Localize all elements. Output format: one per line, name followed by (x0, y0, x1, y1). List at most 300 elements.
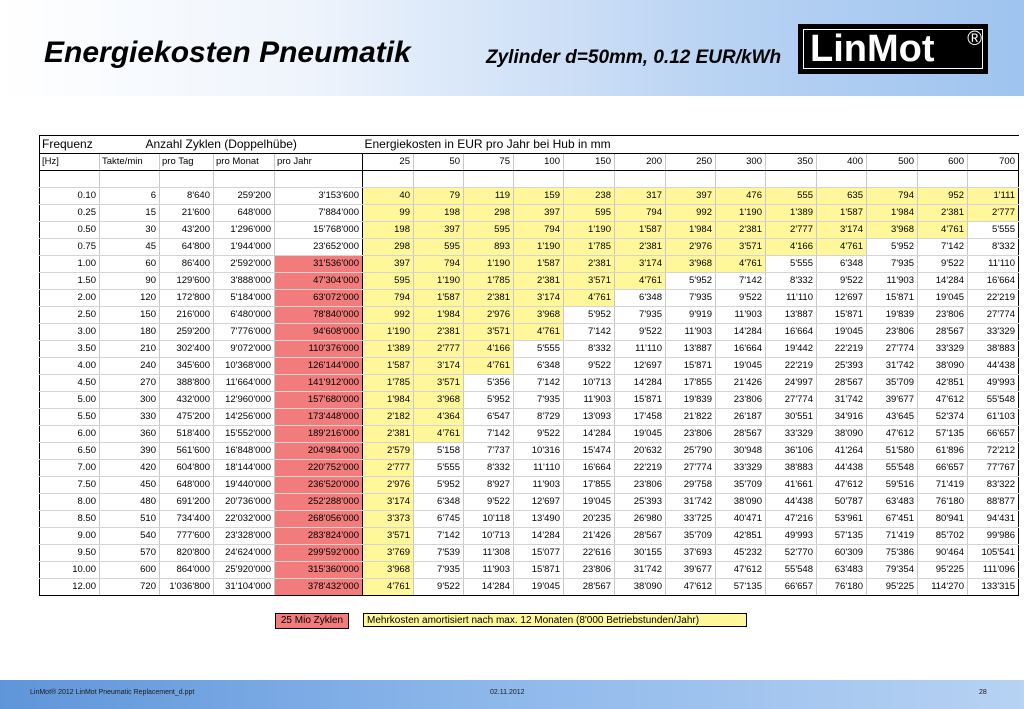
cost-cell: 7'142 (514, 375, 564, 392)
table-row (40, 528, 1019, 545)
cell-tag: 259'200 (160, 324, 214, 341)
cell-takte: 480 (100, 494, 160, 511)
cost-cell: 61'103 (968, 409, 1019, 426)
cost-cell: 794 (363, 290, 414, 307)
cell-jahr: 63'072'000 (275, 290, 363, 307)
cost-cell: 2'976 (464, 307, 514, 324)
cell-tag: 86'400 (160, 256, 214, 273)
cost-cell: 85'702 (918, 528, 968, 545)
table-row (40, 307, 1019, 324)
cost-cell: 298 (464, 205, 514, 222)
cost-cell: 5'356 (464, 375, 514, 392)
cost-cell: 8'332 (464, 460, 514, 477)
cell-hz: 3.50 (40, 341, 100, 358)
cost-cell: 3'968 (867, 222, 918, 239)
cost-cell: 13'887 (666, 341, 716, 358)
cell-monat: 31'104'000 (214, 579, 275, 596)
blank-cell (363, 171, 414, 188)
stroke-header-cell: 700 (968, 154, 1019, 171)
cell-monat: 18'144'000 (214, 460, 275, 477)
cell-takte: 30 (100, 222, 160, 239)
cost-cell: 2'381 (464, 290, 514, 307)
cost-cell: 19'839 (666, 392, 716, 409)
cost-cell: 3'373 (363, 511, 414, 528)
cost-cell: 6'348 (414, 494, 464, 511)
table-row (40, 443, 1019, 460)
cost-cell: 57'135 (716, 579, 766, 596)
cell-tag: 8'640 (160, 188, 214, 205)
cost-cell: 21'426 (716, 375, 766, 392)
blank-cell (214, 171, 275, 188)
cost-cell: 83'322 (968, 477, 1019, 494)
cost-cell: 79 (414, 188, 464, 205)
cost-cell: 33'329 (918, 341, 968, 358)
table-row (40, 324, 1019, 341)
cost-cell: 11'110 (615, 341, 666, 358)
cost-cell: 72'212 (968, 443, 1019, 460)
cost-cell: 7'935 (615, 307, 666, 324)
cost-cell: 33'329 (968, 324, 1019, 341)
cell-tag: 216'000 (160, 307, 214, 324)
cost-cell: 794 (615, 205, 666, 222)
cost-cell: 15'871 (867, 290, 918, 307)
cost-cell: 30'948 (716, 443, 766, 460)
cost-cell: 14'284 (464, 579, 514, 596)
cost-cell: 8'332 (564, 341, 615, 358)
cost-cell: 31'742 (817, 392, 867, 409)
cost-cell: 4'761 (464, 358, 514, 375)
cell-takte: 540 (100, 528, 160, 545)
cost-cell: 14'284 (514, 528, 564, 545)
cost-cell: 94'431 (968, 511, 1019, 528)
cost-cell: 15'871 (666, 358, 716, 375)
cost-cell: 10'118 (464, 511, 514, 528)
cell-hz: 3.00 (40, 324, 100, 341)
cost-cell: 3'174 (817, 222, 867, 239)
cost-cell: 41'264 (817, 443, 867, 460)
cost-cell: 33'725 (666, 511, 716, 528)
cost-cell: 71'419 (867, 528, 918, 545)
cost-cell: 28'567 (615, 528, 666, 545)
cell-tag: 864'000 (160, 562, 214, 579)
cost-cell: 23'806 (615, 477, 666, 494)
cell-takte: 420 (100, 460, 160, 477)
cost-cell: 3'174 (615, 256, 666, 273)
cost-cell: 5'555 (514, 341, 564, 358)
cost-cell: 3'769 (363, 545, 414, 562)
cost-cell: 47'612 (867, 426, 918, 443)
table-row (40, 273, 1019, 290)
cell-jahr: 157'680'000 (275, 392, 363, 409)
table-row (40, 256, 1019, 273)
cost-cell: 21'822 (666, 409, 716, 426)
stroke-header-cell: 400 (817, 154, 867, 171)
cost-cell: 595 (414, 239, 464, 256)
stroke-header-cell: 25 (363, 154, 414, 171)
cost-cell: 9'522 (564, 358, 615, 375)
cell-jahr: 78'840'000 (275, 307, 363, 324)
cell-takte: 300 (100, 392, 160, 409)
cell-takte: 390 (100, 443, 160, 460)
blank-cell (817, 171, 867, 188)
cost-cell: 71'419 (918, 477, 968, 494)
cell-tag: 518'400 (160, 426, 214, 443)
cost-cell: 397 (363, 256, 414, 273)
cell-tag: 777'600 (160, 528, 214, 545)
cell-takte: 570 (100, 545, 160, 562)
cell-tag: 302'400 (160, 341, 214, 358)
cost-cell: 67'451 (867, 511, 918, 528)
cost-cell: 55'548 (867, 460, 918, 477)
cost-cell: 15'474 (564, 443, 615, 460)
cost-cell: 5'952 (564, 307, 615, 324)
cell-jahr: 283'824'000 (275, 528, 363, 545)
cost-cell: 50'787 (817, 494, 867, 511)
cell-monat: 14'256'000 (214, 409, 275, 426)
cost-cell: 3'571 (363, 528, 414, 545)
cost-cell: 3'174 (514, 290, 564, 307)
subheader-cell: [Hz] (40, 154, 100, 171)
cost-cell: 47'612 (666, 579, 716, 596)
cell-tag: 21'600 (160, 205, 214, 222)
cost-cell: 1'190 (363, 324, 414, 341)
cost-cell: 22'219 (817, 341, 867, 358)
cell-hz: 1.00 (40, 256, 100, 273)
cost-cell: 79'354 (867, 562, 918, 579)
cost-cell: 5'555 (414, 460, 464, 477)
cost-cell: 22'219 (766, 358, 817, 375)
cost-cell: 38'883 (766, 460, 817, 477)
cost-cell: 1'190 (464, 256, 514, 273)
cell-hz: 2.50 (40, 307, 100, 324)
cost-cell: 10'713 (564, 375, 615, 392)
cost-cell: 2'381 (918, 205, 968, 222)
cell-hz: 9.50 (40, 545, 100, 562)
cost-cell: 397 (414, 222, 464, 239)
cell-tag: 475'200 (160, 409, 214, 426)
cost-cell: 28'567 (817, 375, 867, 392)
cell-hz: 0.10 (40, 188, 100, 205)
cost-cell: 992 (363, 307, 414, 324)
cost-cell: 3'968 (363, 562, 414, 579)
cost-cell: 80'941 (918, 511, 968, 528)
cell-monat: 1'296'000 (214, 222, 275, 239)
cost-cell: 47'612 (716, 562, 766, 579)
cost-cell: 5'952 (666, 273, 716, 290)
cost-cell: 1'587 (514, 256, 564, 273)
stroke-header-cell: 150 (564, 154, 615, 171)
cost-cell: 28'567 (918, 324, 968, 341)
table-row (40, 579, 1019, 596)
cost-cell: 2'381 (564, 256, 615, 273)
cost-cell: 38'883 (968, 341, 1019, 358)
cost-cell: 42'851 (918, 375, 968, 392)
cost-cell: 9'522 (716, 290, 766, 307)
cost-cell: 4'761 (817, 239, 867, 256)
cost-cell: 7'935 (414, 562, 464, 579)
cell-hz: 0.25 (40, 205, 100, 222)
cost-cell: 2'381 (615, 239, 666, 256)
cost-cell: 61'896 (918, 443, 968, 460)
cost-cell: 7'142 (716, 273, 766, 290)
cost-cell: 595 (464, 222, 514, 239)
stroke-header-cell: 600 (918, 154, 968, 171)
page-subtitle: Zylinder d=50mm, 0.12 EUR/kWh (486, 47, 782, 68)
cost-cell: 8'332 (968, 239, 1019, 256)
cell-hz: 8.50 (40, 511, 100, 528)
cell-jahr: 315'360'000 (275, 562, 363, 579)
cost-cell: 397 (514, 205, 564, 222)
cost-cell: 198 (363, 222, 414, 239)
cost-cell: 27'774 (867, 341, 918, 358)
cell-jahr: 268'056'000 (275, 511, 363, 528)
cost-cell: 1'785 (564, 239, 615, 256)
subheader-cell: pro Jahr (275, 154, 363, 171)
cell-takte: 330 (100, 409, 160, 426)
cost-cell: 7'737 (464, 443, 514, 460)
blank-cell (968, 171, 1019, 188)
cell-hz: 6.50 (40, 443, 100, 460)
cost-cell: 27'774 (766, 392, 817, 409)
footer-date: 02.11.2012 (490, 689, 525, 696)
cost-cell: 13'490 (514, 511, 564, 528)
cell-takte: 720 (100, 579, 160, 596)
cost-cell: 31'742 (867, 358, 918, 375)
stroke-header-cell: 500 (867, 154, 918, 171)
cell-takte: 450 (100, 477, 160, 494)
cell-hz: 0.50 (40, 222, 100, 239)
table-row (40, 239, 1019, 256)
energy-cost-table (39, 135, 1019, 596)
cost-cell: 4'761 (918, 222, 968, 239)
cost-cell: 105'541 (968, 545, 1019, 562)
stroke-header-cell: 300 (716, 154, 766, 171)
cost-cell: 1'111 (968, 188, 1019, 205)
cost-cell: 11'903 (464, 562, 514, 579)
cost-cell: 27'774 (666, 460, 716, 477)
cost-cell: 1'587 (363, 358, 414, 375)
cost-cell: 5'952 (414, 477, 464, 494)
cell-jahr: 23'652'000 (275, 239, 363, 256)
cell-monat: 20'736'000 (214, 494, 275, 511)
cost-cell: 8'729 (514, 409, 564, 426)
cost-cell: 595 (564, 205, 615, 222)
cost-cell: 26'980 (615, 511, 666, 528)
cell-monat: 3'888'000 (214, 273, 275, 290)
blank-cell (666, 171, 716, 188)
cost-cell: 9'522 (514, 426, 564, 443)
cost-cell: 45'232 (716, 545, 766, 562)
cost-cell: 19'045 (716, 358, 766, 375)
cost-cell: 14'284 (615, 375, 666, 392)
cell-hz: 7.00 (40, 460, 100, 477)
cell-monat: 23'328'000 (214, 528, 275, 545)
stroke-header-cell: 75 (464, 154, 514, 171)
cost-cell: 2'976 (666, 239, 716, 256)
cost-cell: 8'332 (766, 273, 817, 290)
cost-cell: 2'777 (968, 205, 1019, 222)
cell-tag: 64'800 (160, 239, 214, 256)
cost-cell: 16'664 (564, 460, 615, 477)
cell-tag: 172'800 (160, 290, 214, 307)
cost-cell: 17'855 (666, 375, 716, 392)
cost-cell: 397 (666, 188, 716, 205)
cost-cell: 5'952 (464, 392, 514, 409)
cost-cell: 1'190 (414, 273, 464, 290)
cell-tag: 648'000 (160, 477, 214, 494)
cost-cell: 44'438 (766, 494, 817, 511)
cost-cell: 34'916 (817, 409, 867, 426)
cell-hz: 12.00 (40, 579, 100, 596)
cost-cell: 2'976 (363, 477, 414, 494)
cost-cell: 1'984 (414, 307, 464, 324)
cost-cell: 4'761 (564, 290, 615, 307)
cell-tag: 345'600 (160, 358, 214, 375)
cost-cell: 12'697 (615, 358, 666, 375)
cell-jahr: 236'520'000 (275, 477, 363, 494)
cell-hz: 9.00 (40, 528, 100, 545)
cost-cell: 11'903 (514, 477, 564, 494)
cost-cell: 3'174 (363, 494, 414, 511)
cost-cell: 16'664 (716, 341, 766, 358)
footer-copyright: LinMot® 2012 LinMot Pneumatic Replacement_d.ppt (30, 689, 195, 696)
table-row (40, 511, 1019, 528)
cost-cell: 5'555 (968, 222, 1019, 239)
table-row (40, 188, 1019, 205)
cost-cell: 298 (363, 239, 414, 256)
linmot-logo (798, 24, 988, 74)
table-row (40, 494, 1019, 511)
cost-cell: 25'790 (666, 443, 716, 460)
cost-cell: 57'135 (918, 426, 968, 443)
blank-cell (867, 171, 918, 188)
stroke-header-cell: 200 (615, 154, 666, 171)
cost-cell: 44'438 (817, 460, 867, 477)
cost-cell: 5'952 (867, 239, 918, 256)
table-row (40, 392, 1019, 409)
cell-takte: 60 (100, 256, 160, 273)
cost-cell: 11'903 (867, 273, 918, 290)
cell-takte: 240 (100, 358, 160, 375)
cost-cell: 49'993 (968, 375, 1019, 392)
cost-cell: 24'997 (766, 375, 817, 392)
blank-cell (514, 171, 564, 188)
cell-tag: 561'600 (160, 443, 214, 460)
cell-takte: 90 (100, 273, 160, 290)
cost-cell: 60'309 (817, 545, 867, 562)
cost-cell: 10'713 (464, 528, 514, 545)
cost-cell: 22'616 (564, 545, 615, 562)
cost-cell: 7'142 (564, 324, 615, 341)
cell-monat: 25'920'000 (214, 562, 275, 579)
cost-cell: 11'903 (716, 307, 766, 324)
cell-tag: 432'000 (160, 392, 214, 409)
cost-cell: 2'777 (363, 460, 414, 477)
cost-cell: 9'522 (464, 494, 514, 511)
cost-cell: 19'045 (918, 290, 968, 307)
cost-cell: 25'393 (817, 358, 867, 375)
cost-cell: 40 (363, 188, 414, 205)
cost-cell: 41'661 (766, 477, 817, 494)
cost-cell: 38'090 (817, 426, 867, 443)
cell-takte: 600 (100, 562, 160, 579)
cost-cell: 3'571 (564, 273, 615, 290)
cell-jahr: 220'752'000 (275, 460, 363, 477)
footer-page-number: 28 (979, 689, 987, 696)
table-row (40, 477, 1019, 494)
cell-hz: 4.00 (40, 358, 100, 375)
cell-jahr: 3'153'600 (275, 188, 363, 205)
cost-cell: 47'216 (766, 511, 817, 528)
cost-cell: 52'374 (918, 409, 968, 426)
cost-cell: 28'567 (716, 426, 766, 443)
cost-cell: 6'348 (514, 358, 564, 375)
cost-cell: 2'381 (414, 324, 464, 341)
cost-cell: 19'045 (615, 426, 666, 443)
cost-cell: 20'235 (564, 511, 615, 528)
cost-cell: 9'522 (414, 579, 464, 596)
cost-cell: 47'612 (918, 392, 968, 409)
cost-cell: 53'961 (817, 511, 867, 528)
cost-cell: 66'657 (766, 579, 817, 596)
cost-cell: 27'774 (968, 307, 1019, 324)
cost-cell: 37'693 (666, 545, 716, 562)
group-header-row (40, 136, 1019, 154)
cost-cell: 3'571 (716, 239, 766, 256)
table-row (40, 426, 1019, 443)
cost-cell: 14'284 (918, 273, 968, 290)
cost-cell: 7'142 (918, 239, 968, 256)
cost-cell: 1'785 (363, 375, 414, 392)
cell-hz: 1.50 (40, 273, 100, 290)
cost-cell: 3'571 (464, 324, 514, 341)
cost-cell: 35'709 (867, 375, 918, 392)
cost-cell: 3'968 (666, 256, 716, 273)
table-row (40, 290, 1019, 307)
cost-cell: 35'709 (666, 528, 716, 545)
cell-takte: 15 (100, 205, 160, 222)
cell-monat: 259'200 (214, 188, 275, 205)
cell-jahr: 31'536'000 (275, 256, 363, 273)
cell-jahr: 141'912'000 (275, 375, 363, 392)
cell-tag: 43'200 (160, 222, 214, 239)
cost-cell: 38'090 (716, 494, 766, 511)
cell-hz: 2.00 (40, 290, 100, 307)
cell-takte: 6 (100, 188, 160, 205)
blank-cell (40, 171, 100, 188)
cost-cell: 1'587 (414, 290, 464, 307)
cost-cell: 77'767 (968, 460, 1019, 477)
cell-jahr: 378'432'000 (275, 579, 363, 596)
cost-cell: 635 (817, 188, 867, 205)
cost-cell: 952 (918, 188, 968, 205)
cost-cell: 4'761 (716, 256, 766, 273)
cost-cell: 4'761 (414, 426, 464, 443)
blank-cell (414, 171, 464, 188)
cell-monat: 2'592'000 (214, 256, 275, 273)
cost-cell: 2'579 (363, 443, 414, 460)
subheader-cell: pro Monat (214, 154, 275, 171)
cost-cell: 17'855 (564, 477, 615, 494)
table-row (40, 358, 1019, 375)
cost-cell: 23'806 (918, 307, 968, 324)
cost-cell: 11'308 (464, 545, 514, 562)
cell-monat: 648'000 (214, 205, 275, 222)
cost-cell: 19'045 (514, 579, 564, 596)
cost-cell: 7'539 (414, 545, 464, 562)
table-row (40, 205, 1019, 222)
cost-cell: 12'697 (817, 290, 867, 307)
